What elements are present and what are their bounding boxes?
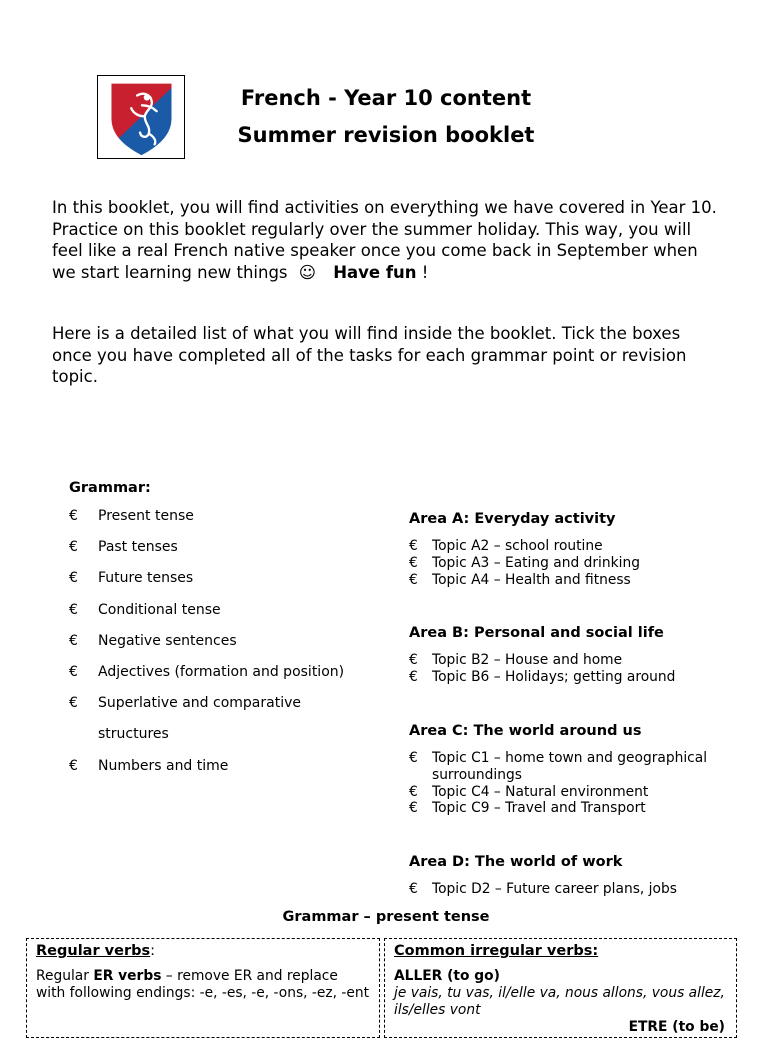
page-title: French - Year 10 content <box>240 86 532 110</box>
grammar-item <box>69 726 369 757</box>
grammar-item <box>69 570 369 601</box>
regular-prefix: Regular <box>36 968 94 984</box>
grammar-item <box>69 695 369 726</box>
checkbox-bullet-icon[interactable]: € <box>409 538 418 554</box>
topic-item <box>409 572 739 589</box>
grammar-item <box>69 508 369 539</box>
checkbox-bullet-icon[interactable]: € <box>69 570 78 587</box>
topic-item <box>409 555 739 572</box>
etre-label: ETRE (to be) <box>628 1019 725 1035</box>
checkbox-bullet-icon[interactable]: € <box>69 632 78 649</box>
checkbox-bullet-icon[interactable]: € <box>409 668 418 685</box>
smiley-icon: ☺ <box>298 262 316 282</box>
grammar-item-label: Present tense <box>98 508 194 524</box>
crest-shield-icon <box>98 76 184 158</box>
grammar-item-label: Conditional tense <box>98 601 221 618</box>
page-subtitle: Summer revision booklet <box>237 123 535 147</box>
topic-item-label: Topic B2 – House and home <box>432 652 623 668</box>
school-crest-logo <box>97 75 185 159</box>
checkbox-bullet-icon[interactable] <box>69 726 98 757</box>
aller-label: ALLER (to go) <box>394 968 500 984</box>
checkbox-bullet-icon[interactable]: € <box>409 783 418 800</box>
aller-forms: je vais, tu vas, il/elle va, nous allons, vous allez, ils/elles vont <box>394 985 725 1018</box>
intro-paragraph <box>52 197 722 283</box>
checkbox-bullet-icon[interactable]: € <box>69 601 78 618</box>
grammar-item <box>69 758 369 789</box>
topic-item <box>409 881 739 898</box>
grammar-item <box>69 664 369 695</box>
regular-verbs-box <box>26 938 380 1038</box>
topic-item <box>409 784 739 801</box>
topic-item-label: Topic A2 – school routine <box>432 538 603 554</box>
topic-item-label: Topic C9 – Travel and Transport <box>432 800 646 817</box>
topic-item-label: Topic D2 – Future career plans, jobs <box>432 881 677 897</box>
topic-item-label: Topic A4 – Health and fitness <box>432 571 631 588</box>
grammar-heading: Grammar: <box>69 480 151 496</box>
checkbox-bullet-icon[interactable]: € <box>409 750 418 766</box>
grammar-item-label: Future tenses <box>98 570 194 587</box>
irregular-verbs-box <box>384 938 737 1038</box>
checkbox-bullet-icon[interactable]: € <box>409 571 418 588</box>
regular-verbs-text <box>36 968 370 1002</box>
grammar-item-label: Numbers and time <box>98 757 229 774</box>
area-c-topics <box>409 750 739 817</box>
checkbox-bullet-icon[interactable]: € <box>409 652 418 668</box>
section-heading: Grammar – present tense <box>282 909 490 925</box>
grammar-item-label: Past tenses <box>98 539 178 556</box>
area-c-heading: Area C: The world around us <box>409 723 642 739</box>
checkbox-bullet-icon[interactable]: € <box>69 695 78 712</box>
checkbox-bullet-icon[interactable]: € <box>409 800 418 817</box>
intro-text: In this booklet, you will find activities on everything we have covered in Year 10. Practice on this booklet regularly over the summer holiday. This way, you will feel like a real French native speaker once you come back in September when we start learning new things <box>52 198 717 282</box>
instructions-paragraph: Here is a detailed list of what you will find inside the booklet. Tick the boxes once you have completed all of the tasks for each grammar point or revision topic. <box>52 324 687 386</box>
area-b-topics <box>409 652 739 686</box>
grammar-item <box>69 539 369 570</box>
grammar-item-label: Adjectives (formation and position) <box>98 663 345 680</box>
checkbox-bullet-icon[interactable]: € <box>409 881 418 897</box>
grammar-item-label: structures <box>98 726 169 743</box>
topic-item-label: Topic B6 – Holidays; getting around <box>432 668 676 685</box>
grammar-item <box>69 633 369 664</box>
area-a-heading: Area A: Everyday activity <box>409 511 616 527</box>
checkbox-bullet-icon[interactable]: € <box>69 663 78 680</box>
regular-verbs-title-text: Regular verbs <box>36 943 151 959</box>
topic-item-label: Topic C4 – Natural environment <box>432 783 649 800</box>
regular-rest: – remove ER and replace with following endings: -e, -es, -e, -ons, -ez, -ent <box>36 968 369 1001</box>
checkbox-bullet-icon[interactable]: € <box>69 508 78 524</box>
checkbox-bullet-icon[interactable]: € <box>409 554 418 571</box>
area-a-topics <box>409 538 739 588</box>
grammar-checklist <box>69 508 369 789</box>
topic-item <box>409 669 739 686</box>
grammar-item-label: Negative sentences <box>98 632 237 649</box>
area-d-heading: Area D: The world of work <box>409 854 623 870</box>
area-b-heading: Area B: Personal and social life <box>409 625 664 641</box>
intro-end: ! <box>421 262 429 282</box>
topic-item <box>409 652 739 669</box>
grammar-item-label: Superlative and comparative <box>98 695 301 712</box>
regular-verbs-title-colon: : <box>150 943 155 959</box>
irregular-verbs-title: Common irregular verbs: <box>394 943 599 959</box>
grammar-item <box>69 602 369 633</box>
area-d-topics <box>409 881 739 898</box>
topic-item <box>409 800 739 817</box>
topic-item <box>409 538 739 555</box>
checkbox-bullet-icon[interactable]: € <box>69 539 78 556</box>
er-verbs-label: ER verbs <box>93 968 162 984</box>
regular-verbs-title <box>36 943 370 960</box>
checkbox-bullet-icon[interactable]: € <box>69 757 78 774</box>
topic-item-label: Topic C1 – home town and geographical surroundings <box>432 750 708 783</box>
topic-item-label: Topic A3 – Eating and drinking <box>432 554 640 571</box>
have-fun-text: Have fun <box>333 262 417 282</box>
topic-item <box>409 750 739 784</box>
